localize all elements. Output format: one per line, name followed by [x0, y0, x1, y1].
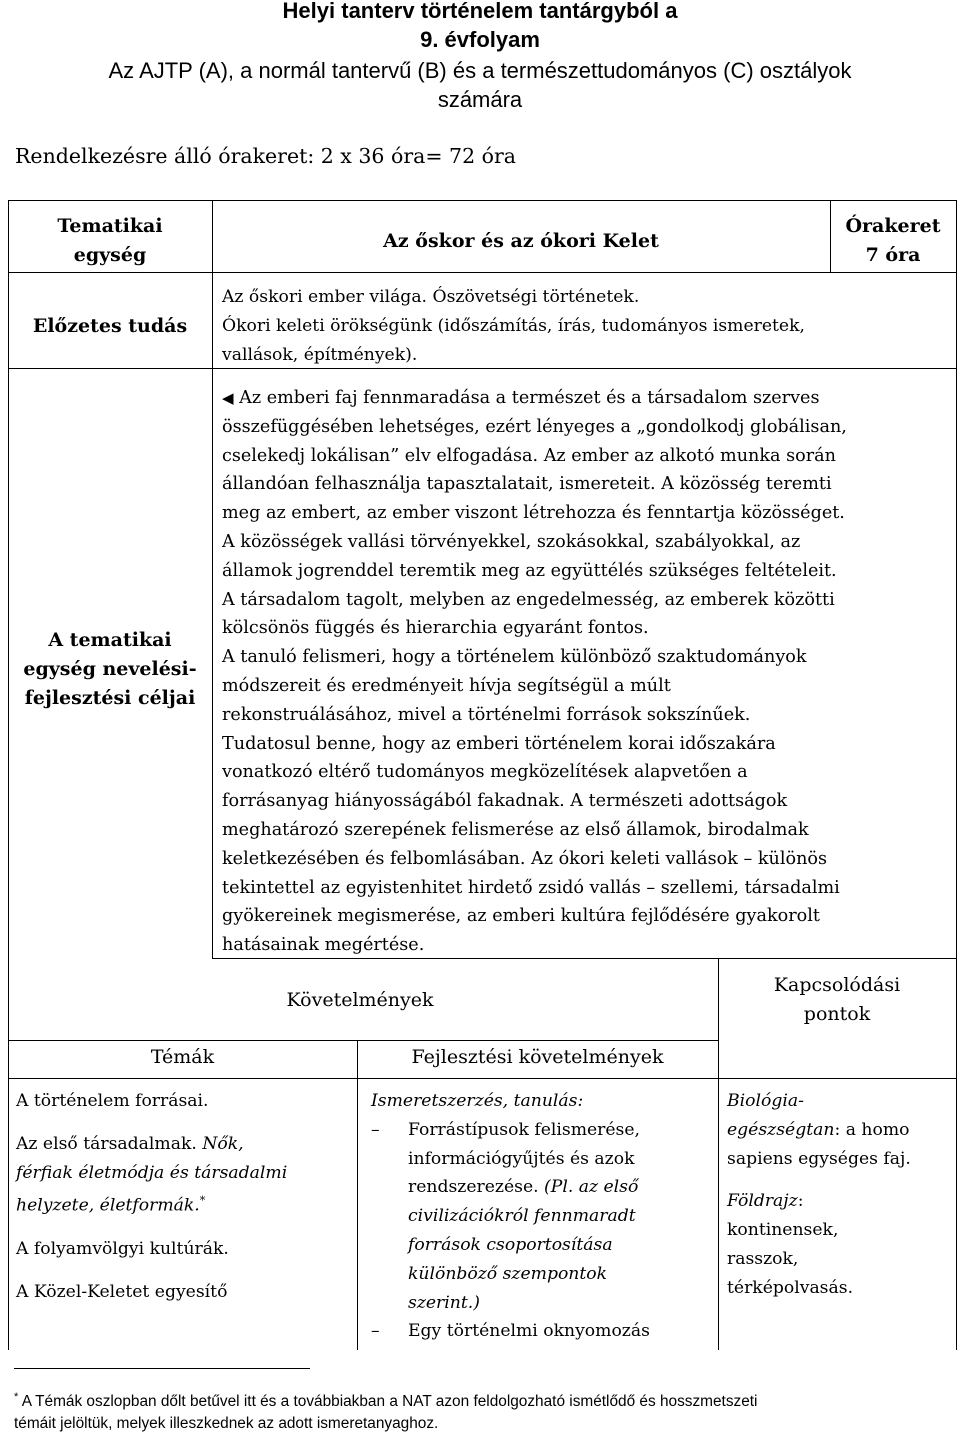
- goals-line: hatásainak megértése.: [222, 935, 425, 956]
- document-subtitle-line1: Az AJTP (A), a normál tantervű (B) és a természettudományos (C) osztályok: [108, 58, 852, 83]
- topics-column: A történelem forrásai. Az első társadalmak. Nők, férfiak életmódja és társadalmi helyzete, életformák.* A folyamvölgyi kultúrák. A Közel-Keletet egyesítő: [16, 1087, 354, 1307]
- goals-line: A tanuló felismeri, hogy a történelem különböző szaktudományok: [222, 647, 807, 668]
- footnote-separator: [14, 1368, 310, 1369]
- triangle-marker-icon: ◀: [222, 389, 234, 407]
- dev-requirements-column: [371, 1087, 716, 1346]
- goals-line: vonatkozó eltérő tudományos megközelítések alapvetően a: [222, 762, 748, 783]
- goals-line: ◀ Az emberi faj fennmaradása a természet és a társadalom szerves: [222, 388, 820, 408]
- topic-item: A történelem forrásai.: [16, 1091, 209, 1111]
- list-item: – Egy történelmi oknyomozás: [371, 1317, 716, 1346]
- goals-line: A közösségek vallási törvényekkel, szokásokkal, szabályokkal, az: [222, 531, 801, 552]
- goals-line: forrásanyag hiányosságából fakadnak. A természeti adottságok: [222, 791, 788, 812]
- topic-item: A Közel-Keletet egyesítő: [16, 1281, 228, 1302]
- prior-knowledge-text: Az őskori ember világa. Ószövetségi történetek. Ókori keleti örökségünk (időszámítás, írás, tudományos ismeretek, vallások, építmények).: [222, 287, 805, 365]
- dev-requirements-label: Fejlesztési követelmények: [411, 1046, 664, 1068]
- dev-heading: Ismeretszerzés, tanulás:: [371, 1091, 584, 1111]
- hours-frame: Órakeret 7 óra: [845, 215, 941, 266]
- goals-line: Tudatosul benne, hogy az emberi történelem korai időszakára: [222, 733, 776, 754]
- list-item: – Forrástípusok felismerése, információgyűjtés és azok rendszerezése. (Pl. az első civilizációkról fennmaradt források csoportosítása különböző szempontok szerint.): [371, 1116, 716, 1318]
- topics-label: Témák: [150, 1046, 215, 1068]
- goals-line: meg az embert, az ember viszont létrehozza és fenntartja közösséget.: [222, 503, 845, 524]
- hours-budget: Rendelkezésre álló órakeret: 2 x 36 óra= 72 óra: [15, 144, 516, 168]
- goals-line: összefüggésében lehetséges, ezért lényeges a „gondolkodj globálisan,: [222, 416, 847, 437]
- goals-line: kölcsönös függés és hierarchia egyaránt fontos.: [222, 618, 649, 639]
- footnote-marker: *: [14, 1391, 19, 1403]
- connections-label: Kapcsolódási pontok: [773, 974, 901, 1025]
- label-prior-knowledge: Előzetes tudás: [32, 315, 188, 337]
- document-subtitle-line2: számára: [437, 87, 523, 112]
- requirements-label: Követelmények: [286, 989, 434, 1011]
- goals-line: módszereit és eredményeit hívja segítségül a múlt: [222, 675, 671, 696]
- connections-column: Biológia- egészségtan: a homo sapiens egységes faj. Földrajz: kontinensek, rasszok, térképolvasás.: [727, 1091, 911, 1298]
- label-thematic-unit: Tematikai egység: [57, 215, 163, 266]
- topic-item: Az első társadalmak. Nők,: [16, 1133, 244, 1154]
- goals-text: [222, 384, 956, 960]
- goals-line: tekintettel az egyistenhitet hirdető zsidó vallás – szellemi, társadalmi: [222, 877, 840, 898]
- goals-line: rekonstruálásához, mivel a történelmi források sokszínűek.: [222, 704, 751, 725]
- document-title-line1: Helyi tanterv történelem tantárgyból a: [282, 0, 678, 23]
- document-title-line2: 9. évfolyam: [420, 27, 540, 52]
- goals-line: A társadalom tagolt, melyben az engedelmesség, az emberek közötti: [222, 589, 835, 610]
- unit-title: Az őskor és az ókori Kelet: [383, 230, 659, 252]
- footnote-ref: *: [199, 1194, 206, 1208]
- goals-line: állandóan felhasználja tapasztalatait, ismereteit. A közösség teremti: [222, 474, 832, 495]
- goals-line: keletkezésében és felbomlásában. Az ókori keleti vallások – különös: [222, 848, 828, 869]
- goals-line: államok jogrenddel teremtik meg az együttélés szükséges feltételeit.: [222, 560, 837, 581]
- goals-line: gyökereinek megismerése, az emberi kultúra fejlődésére gyakorolt: [222, 906, 820, 927]
- topic-item: A folyamvölgyi kultúrák.: [16, 1238, 229, 1259]
- goals-line: meghatározó szerepének felismerése az első államok, birodalmak: [222, 819, 809, 840]
- label-goals: A tematikai egység nevelési- fejlesztési céljai: [23, 629, 197, 709]
- goals-line: cselekedj lokálisan” elv elfogadása. Az ember az alkotó munka során: [222, 445, 836, 466]
- footnote: * A Témák oszlopban dőlt betűvel itt és a továbbiakban a NAT azon feldolgozható ismétlődő és hosszmetszeti témáit jelöltük, melyek illeszkednek az adott ismeretanyaghoz.: [14, 1391, 758, 1433]
